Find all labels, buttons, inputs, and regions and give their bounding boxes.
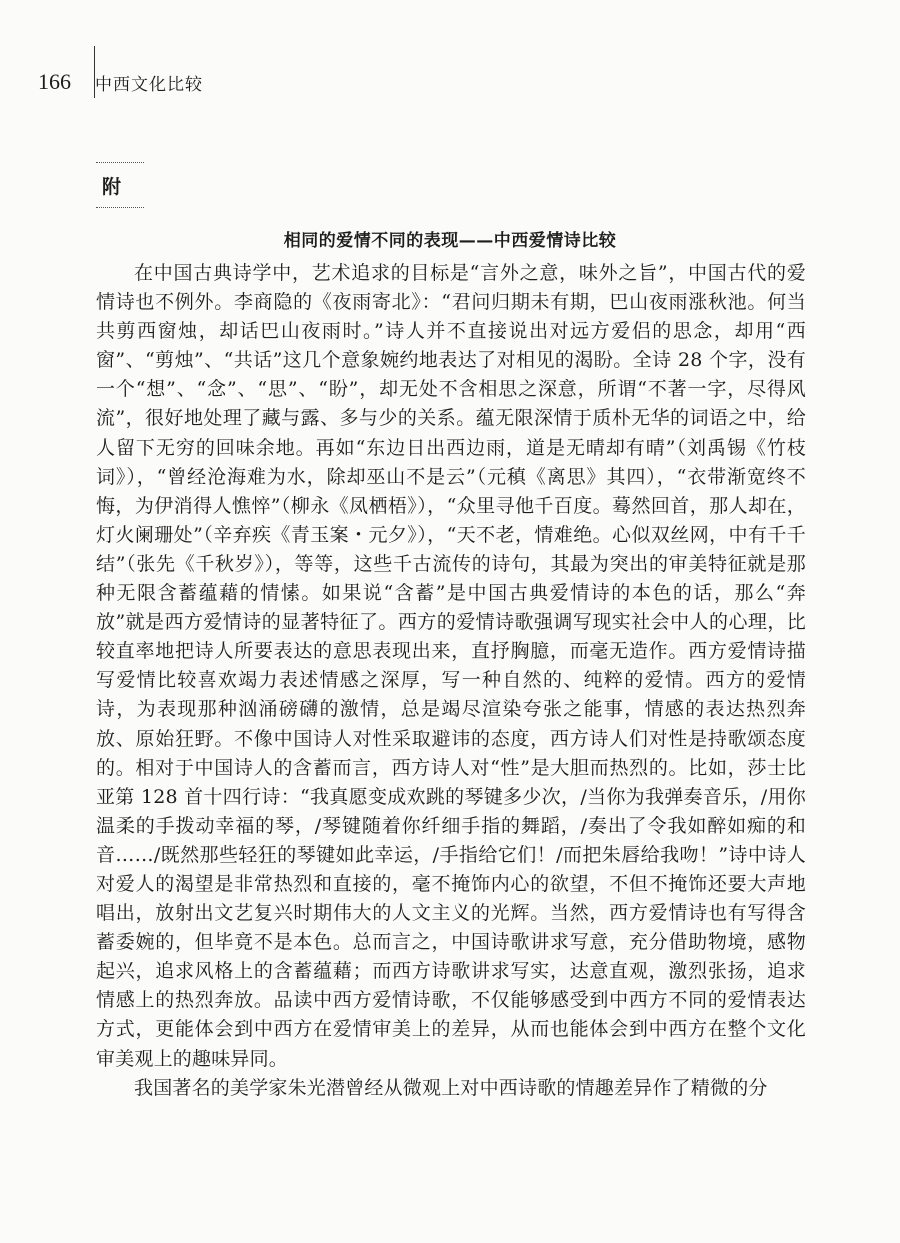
- header-divider: [94, 46, 95, 98]
- paragraph: 在中国古典诗学中，艺术追求的目标是“言外之意，味外之旨”，中国古代的爱情诗也不例外。李商隐的《夜雨寄北》：“君问归期未有期，巴山夜雨涨秋池。何当共剪西窗烛，却话巴山夜雨时。”诗人并不直接说出对远方爱侣的思念，却用“西窗”、“剪烛”、“共话”这几个意象婉约地表达了对相见的渴盼。全诗 28 个字，没有一个“想”、“念”、“思”、“盼”，却无处不含相思之深意，所谓“不著一字，尽得风流”，很好地处理了藏与露、多与少的关系。蕴无限深情于质朴无华的词语之中，给人留下无穷的回味余地。再如“东边日出西边雨，道是无晴却有晴”（刘禹锡《竹枝词》），“曾经沧海难为水，除却巫山不是云”（元稹《离思》其四），“衣带渐宽终不悔，为伊消得人憔悴”（柳永《凤栖梧》），“众里寻他千百度。蓦然回首，那人却在，灯火阑珊处”（辛弃疾《青玉案・元夕》），“天不老，情难绝。心似双丝网，中有千千结”（张先《千秋岁》），等等，这些千古流传的诗句，其最为突出的审美特征就是那种无限含蓄蕴藉的情愫。如果说“含蓄”是中国古典爱情诗的本色的话，那么“奔放”就是西方爱情诗的显著特征了。西方的爱情诗歌强调写现实社会中人的心理，比较直率地把诗人所要表达的意思表现出来，直抒胸臆，而毫无造作。西方爱情诗描写爱情比较喜欢竭力表述情感之深厚，写一种自然的、纯粹的爱情。西方的爱情诗，为表现那种汹涌磅礴的激情，总是竭尽渲染夸张之能事，情感的表达热烈奔放、原始狂野。不像中国诗人对性采取避讳的态度，西方诗人们对性是持歌颂态度的。相对于中国诗人的含蓄而言，西方诗人对“性”是大胆而热烈的。比如，莎士比亚第 128 首十四行诗：“我真愿变成欢跳的琴键多少次，/当你为我弹奏音乐，/用你温柔的手拨动幸福的琴，/琴键随着你纤细手指的舞蹈，/奏出了令我如醉如痴的和音……/既然那些轻狂的琴键如此幸运，/手指给它们！/而把朱唇给我吻！”诗中诗人对爱人的渴望是非常热烈和直接的，毫不掩饰内心的欲望，不但不掩饰还要大声地唱出，放射出文艺复兴时期伟大的人文主义的光辉。当然，西方爱情诗也有写得含蓄委婉的，但毕竟不是本色。总而言之，中国诗歌讲求写意，充分借助物境，感物起兴，追求风格上的含蓄蕴藉；而西方诗歌讲求写实，达意直观，激烈张扬，追求情感上的热烈奔放。品读中西方爱情诗歌，不仅能够感受到中西方不同的爱情表达方式，更能体会到中西方在爱情审美上的差异，从而也能体会到中西方在整个文化审美观上的趣味异同。: [96, 262, 806, 1070]
- appendix-marker: [96, 162, 146, 208]
- paragraph: 我国著名的美学家朱光潜曾经从微观上对中西诗歌的情趣差异作了精微的分: [134, 1076, 768, 1099]
- appendix-label: 附: [102, 176, 122, 198]
- article-body: [96, 259, 806, 1103]
- running-title: 中西文化比较: [95, 74, 203, 95]
- article-title: 相同的爱情不同的表现——中西爱情诗比较: [283, 231, 617, 251]
- page-header: [38, 66, 203, 98]
- page-number: 166: [38, 69, 71, 94]
- dotted-rule-bottom: [96, 207, 144, 208]
